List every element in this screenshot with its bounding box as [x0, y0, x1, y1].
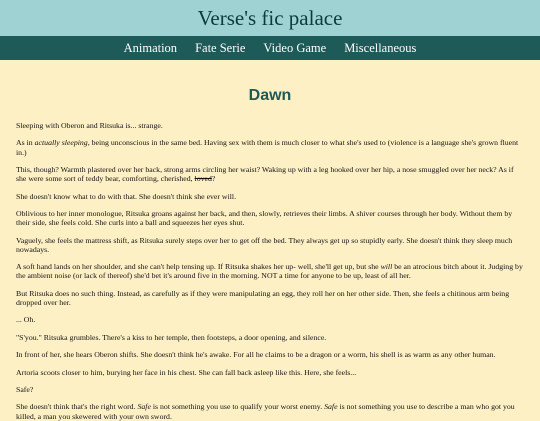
story-paragraph: ... Oh. [16, 315, 36, 325]
story-paragraph: She doesn't know what to do with that. She doesn't think she ever will. [16, 191, 237, 201]
site-title[interactable]: Verse's fic palace [197, 6, 343, 30]
story-paragraph: As in actually sleeping, being unconscious in the same bed. Having sex with them is much closer to what she's used to (violence is a language she's grown fluent in.) [16, 138, 519, 157]
story-paragraph: She doesn't think that's the right word. Safe is not something you use to qualify your worst enemy. Safe is not something you use to describe a man who got you killed, a man you skewered with your own sword. [16, 402, 515, 421]
story-paragraph: This, though? Warmth plastered over her back, strong arms circling her waist? Waking up with a leg hooked over her hip, a nose smuggled over her neck? As if she were some sort of teddy bear, comforting, cherished, loved? [16, 164, 514, 184]
story-title: Dawn [248, 87, 292, 104]
site-header [0, 0, 540, 36]
story-paragraph: A soft hand lands on her shoulder, and she can't help tensing up. If Ritsuka shakes her up- well, she'll get up, but she will be an atrocious bitch about it. Judging by the ambient noise (or lack of thereof) she'd bet it's around five in the morning. NOT a time for anyone to be up, least of all her. [16, 262, 523, 281]
nav-miscellaneous[interactable]: Miscellaneous [344, 41, 417, 55]
nav-video-game[interactable]: Video Game [263, 41, 327, 55]
main-nav [0, 36, 540, 60]
story-paragraph: Safe? [16, 384, 34, 394]
story-paragraph: "S'you." Ritsuka grumbles. There's a kiss to her temple, then footsteps, a door opening, and silence. [16, 332, 327, 342]
story-paragraph: Oblivious to her inner monologue, Ritsuka groans against her back, and then, slowly, retrieves their limbs. A shiver courses through her body. Without them by their side, she feels cold. She curls into a ball and squeezes her eyes shut. [16, 208, 513, 228]
story-paragraph: In front of her, she hears Oberon shifts. She doesn't think he's awake. For all he claims to be a dragon or a worm, his shell is as warm as any other human. [16, 350, 496, 360]
story-paragraph: Sleeping with Oberon and Ritsuka is... strange. [16, 121, 163, 130]
nav-animation[interactable]: Animation [123, 41, 178, 55]
story-paragraph: Vaguely, she feels the mattress shift, as Ritsuka surely steps over her to get off the bed. They always get up so stupidly early. She doesn't think they sleep much nowadays. [16, 235, 513, 254]
story-paragraph: But Ritsuka does no such thing. Instead, as carefully as if they were manipulating an egg, they roll her on her other side. Then, she feels a chitinous arm being dropped over her. [16, 288, 510, 307]
nav-fate-serie[interactable]: Fate Serie [195, 41, 246, 55]
story-paragraph: Artoria scoots closer to him, burying her face in his chest. She can fall back asleep like this. Here, she feels... [16, 367, 357, 377]
story-content [0, 87, 540, 421]
